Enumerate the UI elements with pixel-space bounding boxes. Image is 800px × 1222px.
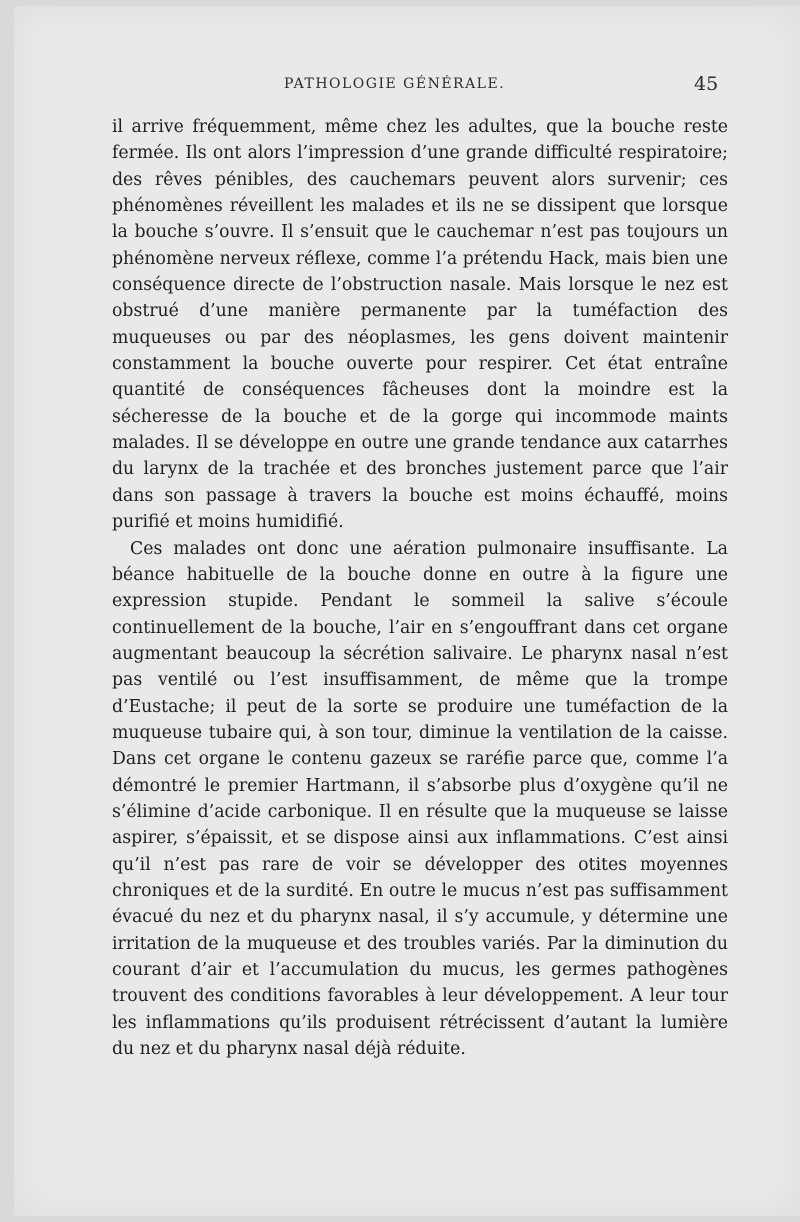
running-title: PATHOLOGIE GÉNÉRALE. <box>284 76 506 92</box>
paragraph-1: il arrive fréquemment, même chez les adultes, que la bouche reste fermée. Ils ont alors l’impression d’une grande difficulté respiratoire; des rêves pénibles, des cauchemars peuvent alors survenir; ces phénomènes réveillent les malades et ils ne se dissipent que lorsque la bouche s’ouvre. Il s’ensuit que le cauchemar n’est pas toujours un phénomène nerveux réflexe, comme l’a prétendu Hack, mais bien une conséquence directe de l’obstruction nasale. Mais lorsque le nez est obstrué d’une manière permanente par la tuméfaction des muqueuses ou par des néoplasmes, les gens doivent maintenir constamment la bouche ouverte pour respirer. Cet état entraîne quantité de conséquences fâcheuses dont la moindre est la sécheresse de la bouche et de la gorge qui incommode maints malades. Il se développe en outre une grande tendance aux catarrhes du larynx de la trachée et des bronches justement parce que l’air dans son passage à travers la bouche est moins échauffé, moins purifié et moins humidifié. <box>112 117 728 533</box>
page-number: 45 <box>694 73 719 95</box>
paragraph-2: Ces malades ont donc une aération pulmonaire insuffisante. La béance habituelle de la bouche donne en outre à la figure une expression stupide. Pendant le sommeil la salive s’écoule continuellement de la bouche, l’air en s’engouffrant dans cet organe augmentant beaucoup la sécrétion salivaire. Le pharynx nasal n’est pas ventilé ou l’est insuffisamment, de même que la trompe d’Eustache; il peut de la sorte se produire une tuméfaction de la muqueuse tubaire qui, à son tour, diminue la ventilation de la caisse. Dans cet organe le contenu gazeux se raréfie parce que, comme l’a démontré le premier Hartmann, il s’absorbe plus d’oxygène qu’il ne s’élimine d’acide carbonique. Il en résulte que la muqueuse se laisse aspirer, s’épaissit, et se dispose ainsi aux inflammations. C’est ainsi qu’il n’est pas rare de voir se développer des otites moyennes chroniques et de la surdité. En outre le mucus n’est pas suffisamment évacué du nez et du pharynx nasal, il s’y accumule, y détermine une irritation de la muqueuse et des troubles variés. Par la diminution du courant d’air et l’accumulation du mucus, les germes pathogènes trouvent des conditions favorables à leur développement. A leur tour les inflammations qu’ils produisent rétrécissent d’autant la lumière du nez et du pharynx nasal déjà réduite. <box>112 538 728 1060</box>
body-text <box>112 114 728 1062</box>
book-page <box>14 6 800 1216</box>
